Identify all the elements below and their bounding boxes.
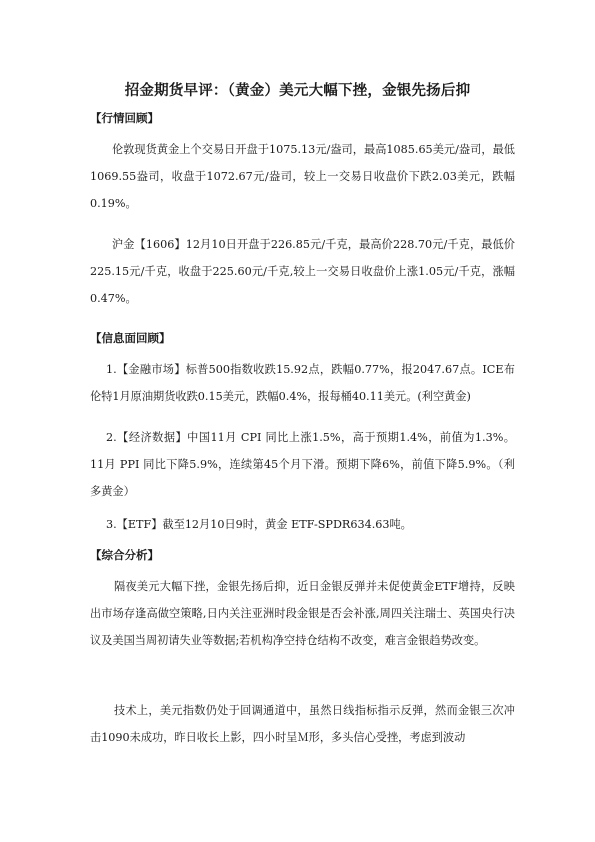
section-heading-info-review: 【信息面回顾】 (90, 331, 171, 345)
info-item-financial-market: 1.【金融市场】标普500指数收跌15.92点，跌幅0.77%，报2047.67点。ICE布伦特1月原油期货收跌0.15美元，跌幅0.4%，报每桶40.11美元。(利空黄金) (90, 363, 515, 403)
paragraph-analysis-technical: 技术上，美元指数仍处于回调通道中，虽然日线指标指示反弹，然而金银三次冲击1090未成功，昨日收长上影，四小时呈Ｍ形，多头信心受挫，考虑到波动 (90, 704, 515, 744)
paragraph-london-gold: 伦敦现货黄金上个交易日开盘于1075.13元/盎司，最高1085.65美元/盎司，最低1069.55盎司，收盘于1072.67元/盎司，较上一交易日收盘价下跌2.03美元，跌幅0.19%。 (90, 143, 515, 210)
section-heading-market-review: 【行情回顾】 (90, 111, 159, 125)
info-item-economic-data: 2.【经济数据】中国11月 CPI 同比上涨1.5%，高于预期1.4%，前值为1.3%。11月 PPI 同比下降5.9%，连续第45个月下滑。预期下降6%，前值下降5.9%。（利多黄金） (90, 431, 515, 498)
paragraph-analysis-overview: 隔夜美元大幅下挫，金银先扬后抑，近日金银反弹并未促使黄金ETF增持，反映出市场存逢高做空策略,日内关注亚洲时段金银是否会补涨,周四关注瑞士、英国央行决议及美国当周初请失业等数据;若机构净空持仓结构不改变，难言金银趋势改变。 (90, 580, 515, 647)
document-title: 招金期货早评：（黄金）美元大幅下挫，金银先扬后抑 (124, 83, 471, 99)
paragraph-shanghai-gold: 沪金【1606】12月10日开盘于226.85元/千克，最高价228.70元/千克，最低价225.15元/千克，收盘于225.60元/千克,较上一交易日收盘价上涨1.05元/千克，涨幅0.47%。 (90, 238, 515, 305)
section-heading-analysis: 【综合分析】 (90, 548, 159, 562)
info-item-etf: 3.【ETF】截至12月10日9时，黄金 ETF-SPDR634.63吨。 (106, 518, 412, 531)
